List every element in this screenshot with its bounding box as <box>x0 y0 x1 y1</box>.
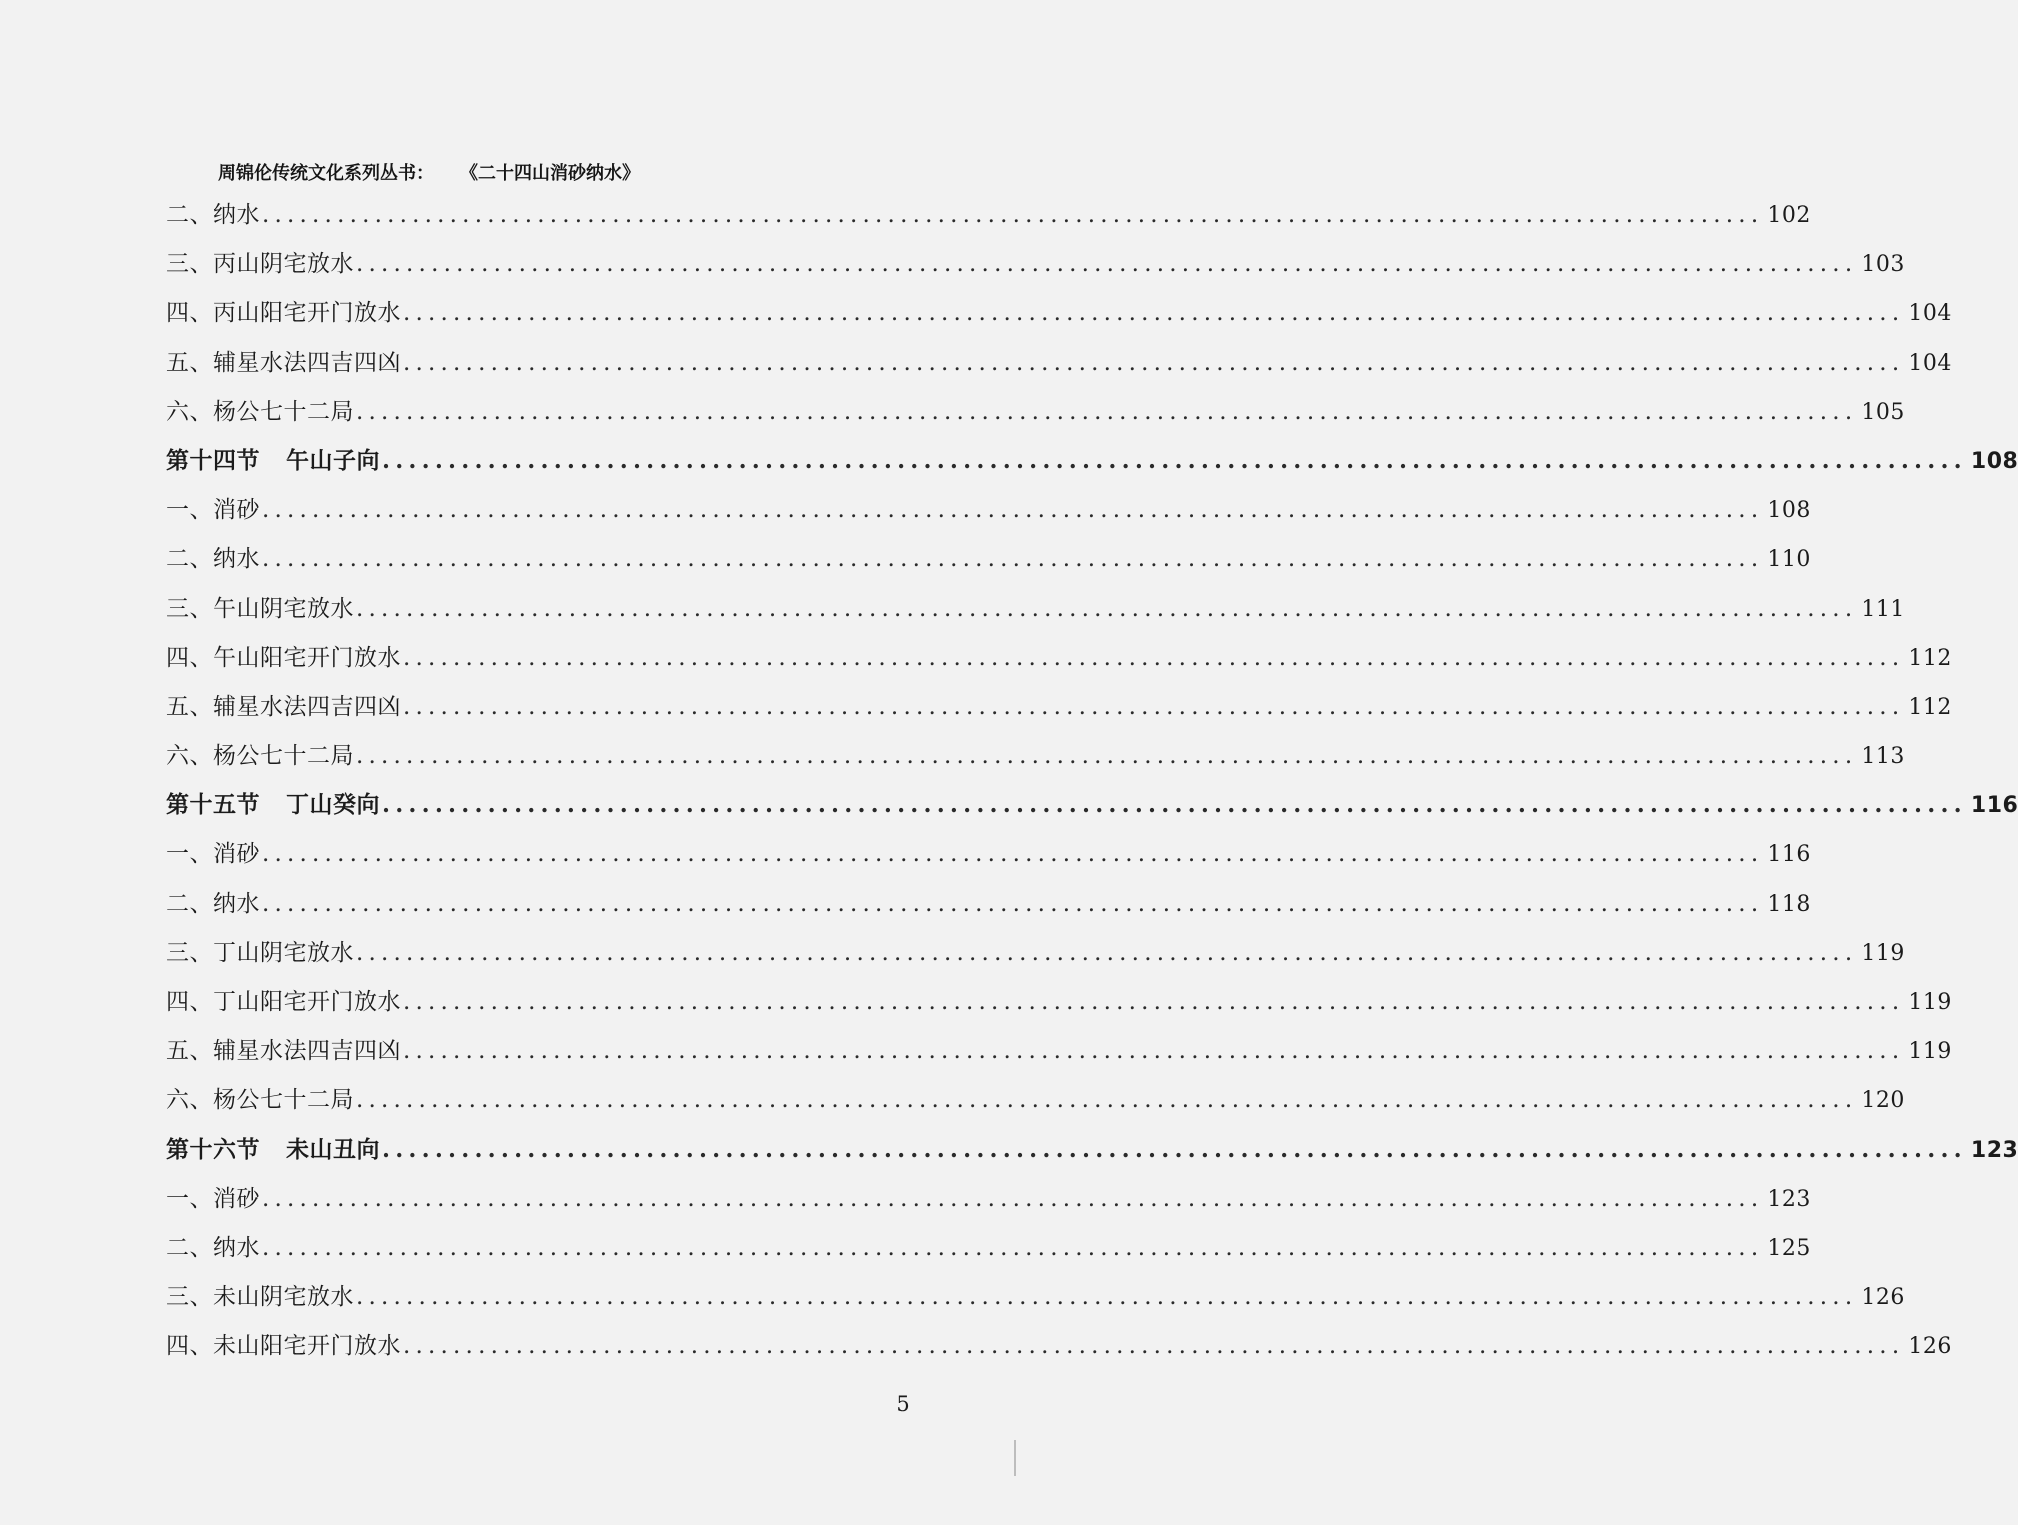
toc-page-number: 110 <box>1767 547 1811 573</box>
toc-item-row <box>166 1029 1952 1078</box>
toc-page-number: 123 <box>1767 1186 1811 1212</box>
section-number: 第十四节 <box>166 447 260 474</box>
toc-item-title: 四、午山阳宅开门放水 <box>166 644 401 671</box>
toc-item-row <box>166 832 1811 881</box>
toc-item-row <box>166 980 1952 1029</box>
dot-leader: ........................................................................................................................ <box>403 1038 1905 1065</box>
toc-page-number: 126 <box>1861 1285 1905 1311</box>
toc-item-row <box>166 242 1905 291</box>
toc-section-title <box>166 1128 380 1172</box>
toc-item-row <box>166 291 1952 340</box>
toc-section-title <box>166 439 380 483</box>
toc-item-row <box>166 734 1905 783</box>
toc-item-title: 二、纳水 <box>166 1234 260 1261</box>
toc-page-number: 108 <box>1767 498 1811 524</box>
toc-item-title: 二、纳水 <box>166 890 260 917</box>
dot-leader: ........................................................................................................................ <box>403 349 1905 376</box>
toc-item-row <box>166 390 1905 439</box>
toc-item-title: 五、辅星水法四吉四凶 <box>166 1038 401 1065</box>
section-number: 第十六节 <box>166 1136 260 1163</box>
toc-item-title: 二、纳水 <box>166 202 260 228</box>
running-header <box>218 160 838 188</box>
toc-item-title: 四、丁山阳宅开门放水 <box>166 989 401 1015</box>
toc-item-row <box>166 1177 1811 1226</box>
toc-item-title: 二、纳水 <box>166 546 260 573</box>
toc-item-row <box>166 636 1952 685</box>
toc-item-title: 三、午山阴宅放水 <box>166 595 354 622</box>
dot-leader: ........................................................................................................................ <box>356 251 1858 278</box>
toc-page-number: 119 <box>1861 940 1905 966</box>
toc-page-number: 116 <box>1970 793 2018 819</box>
toc-item-title: 一、消砂 <box>166 841 260 868</box>
toc-page-number: 116 <box>1767 842 1811 868</box>
dot-leader: ........................................................................................................................ <box>262 1234 1764 1261</box>
toc-item-row <box>166 882 1811 931</box>
toc-item-row <box>166 1226 1811 1275</box>
toc-page-number: 118 <box>1767 891 1811 917</box>
section-name: 未山丑向 <box>286 1136 380 1163</box>
dot-leader: ........................................................................................................................ <box>403 1333 1905 1360</box>
toc-page-number: 126 <box>1908 1334 1952 1360</box>
dot-leader: ........................................................................................................................ <box>262 841 1764 868</box>
toc-item-title: 四、未山阳宅开门放水 <box>166 1333 401 1360</box>
dot-leader: ........................................................................................................................ <box>262 1185 1764 1212</box>
dot-leader: ........................................................................................................................ <box>356 1284 1858 1311</box>
toc-item-row <box>166 1078 1905 1127</box>
dot-leader: ........................................................................................................................ <box>382 446 1967 474</box>
toc-page-number: 103 <box>1861 252 1905 278</box>
toc-page-number: 125 <box>1767 1235 1811 1261</box>
dot-leader: ........................................................................................................................ <box>382 791 1967 819</box>
toc-item-title: 三、丁山阴宅放水 <box>166 939 354 966</box>
toc-section-title <box>166 783 380 827</box>
toc-item-title: 六、杨公七十二局 <box>166 398 354 425</box>
page-number: 5 <box>896 1392 910 1416</box>
toc-item-row <box>166 685 1952 734</box>
toc-item-row <box>166 1275 1905 1324</box>
dot-leader: ........................................................................................................................ <box>356 398 1858 425</box>
toc-page-number: 112 <box>1908 645 1952 671</box>
toc-item-row <box>166 341 1952 390</box>
toc-section-row <box>166 439 2018 488</box>
dot-leader: ........................................................................................................................ <box>262 890 1764 917</box>
toc-page-number: 120 <box>1861 1088 1905 1114</box>
section-number: 第十五节 <box>166 792 260 819</box>
series-title: 周锦伦传统文化系列丛书： <box>218 163 434 184</box>
toc-page-number: 104 <box>1908 301 1952 327</box>
dot-leader: ........................................................................................................................ <box>403 644 1905 671</box>
book-title: 《二十四山消砂纳水》 <box>460 163 640 184</box>
dot-leader: ........................................................................................................................ <box>356 1087 1858 1114</box>
toc-item-title: 三、未山阴宅放水 <box>166 1284 354 1311</box>
toc-item-title: 一、消砂 <box>166 1185 260 1212</box>
toc-item-title: 四、丙山阳宅开门放水 <box>166 300 401 327</box>
dot-leader: ........................................................................................................................ <box>356 743 1858 770</box>
dot-leader: ........................................................................................................................ <box>356 939 1858 966</box>
toc-section-row <box>166 1128 2018 1177</box>
toc-page-number: 123 <box>1970 1137 2018 1163</box>
toc-item-row <box>166 488 1811 537</box>
toc-item-title: 五、辅星水法四吉四凶 <box>166 693 401 720</box>
toc-item-row <box>166 587 1905 636</box>
toc-page-number: 119 <box>1908 1039 1952 1065</box>
page-edge-mark <box>1014 1440 1016 1476</box>
toc-page-number: 119 <box>1908 990 1952 1015</box>
dot-leader: ........................................................................................................................ <box>262 497 1764 524</box>
dot-leader: ........................................................................................................................ <box>403 300 1905 327</box>
toc-page-number: 111 <box>1861 596 1905 622</box>
toc-page-number: 104 <box>1908 350 1952 376</box>
toc-page-number: 102 <box>1767 203 1811 228</box>
dot-leader: ........................................................................................................................ <box>356 595 1858 622</box>
dot-leader: ........................................................................................................................ <box>262 546 1764 573</box>
toc-page-number: 112 <box>1908 694 1952 720</box>
toc-item-row <box>166 193 1811 242</box>
toc-item-row <box>166 537 1811 586</box>
section-name: 丁山癸向 <box>286 792 380 819</box>
toc-item-title: 五、辅星水法四吉四凶 <box>166 349 401 376</box>
toc-section-row <box>166 783 2018 832</box>
toc-item-row <box>166 931 1905 980</box>
dot-leader: ........................................................................................................................ <box>262 202 1764 228</box>
toc-item-title: 六、杨公七十二局 <box>166 743 354 770</box>
toc-item-row <box>166 1324 1952 1373</box>
table-of-contents <box>166 193 2018 1374</box>
section-name: 午山子向 <box>286 447 380 474</box>
dot-leader: ........................................................................................................................ <box>403 989 1905 1015</box>
toc-item-title: 三、丙山阴宅放水 <box>166 251 354 278</box>
toc-page-number: 108 <box>1970 448 2018 474</box>
toc-page-number: 113 <box>1861 744 1905 770</box>
toc-item-title: 六、杨公七十二局 <box>166 1087 354 1114</box>
toc-item-title: 一、消砂 <box>166 497 260 524</box>
toc-page-number: 105 <box>1861 399 1905 425</box>
dot-leader: ........................................................................................................................ <box>403 693 1905 720</box>
dot-leader: ........................................................................................................................ <box>382 1135 1967 1163</box>
